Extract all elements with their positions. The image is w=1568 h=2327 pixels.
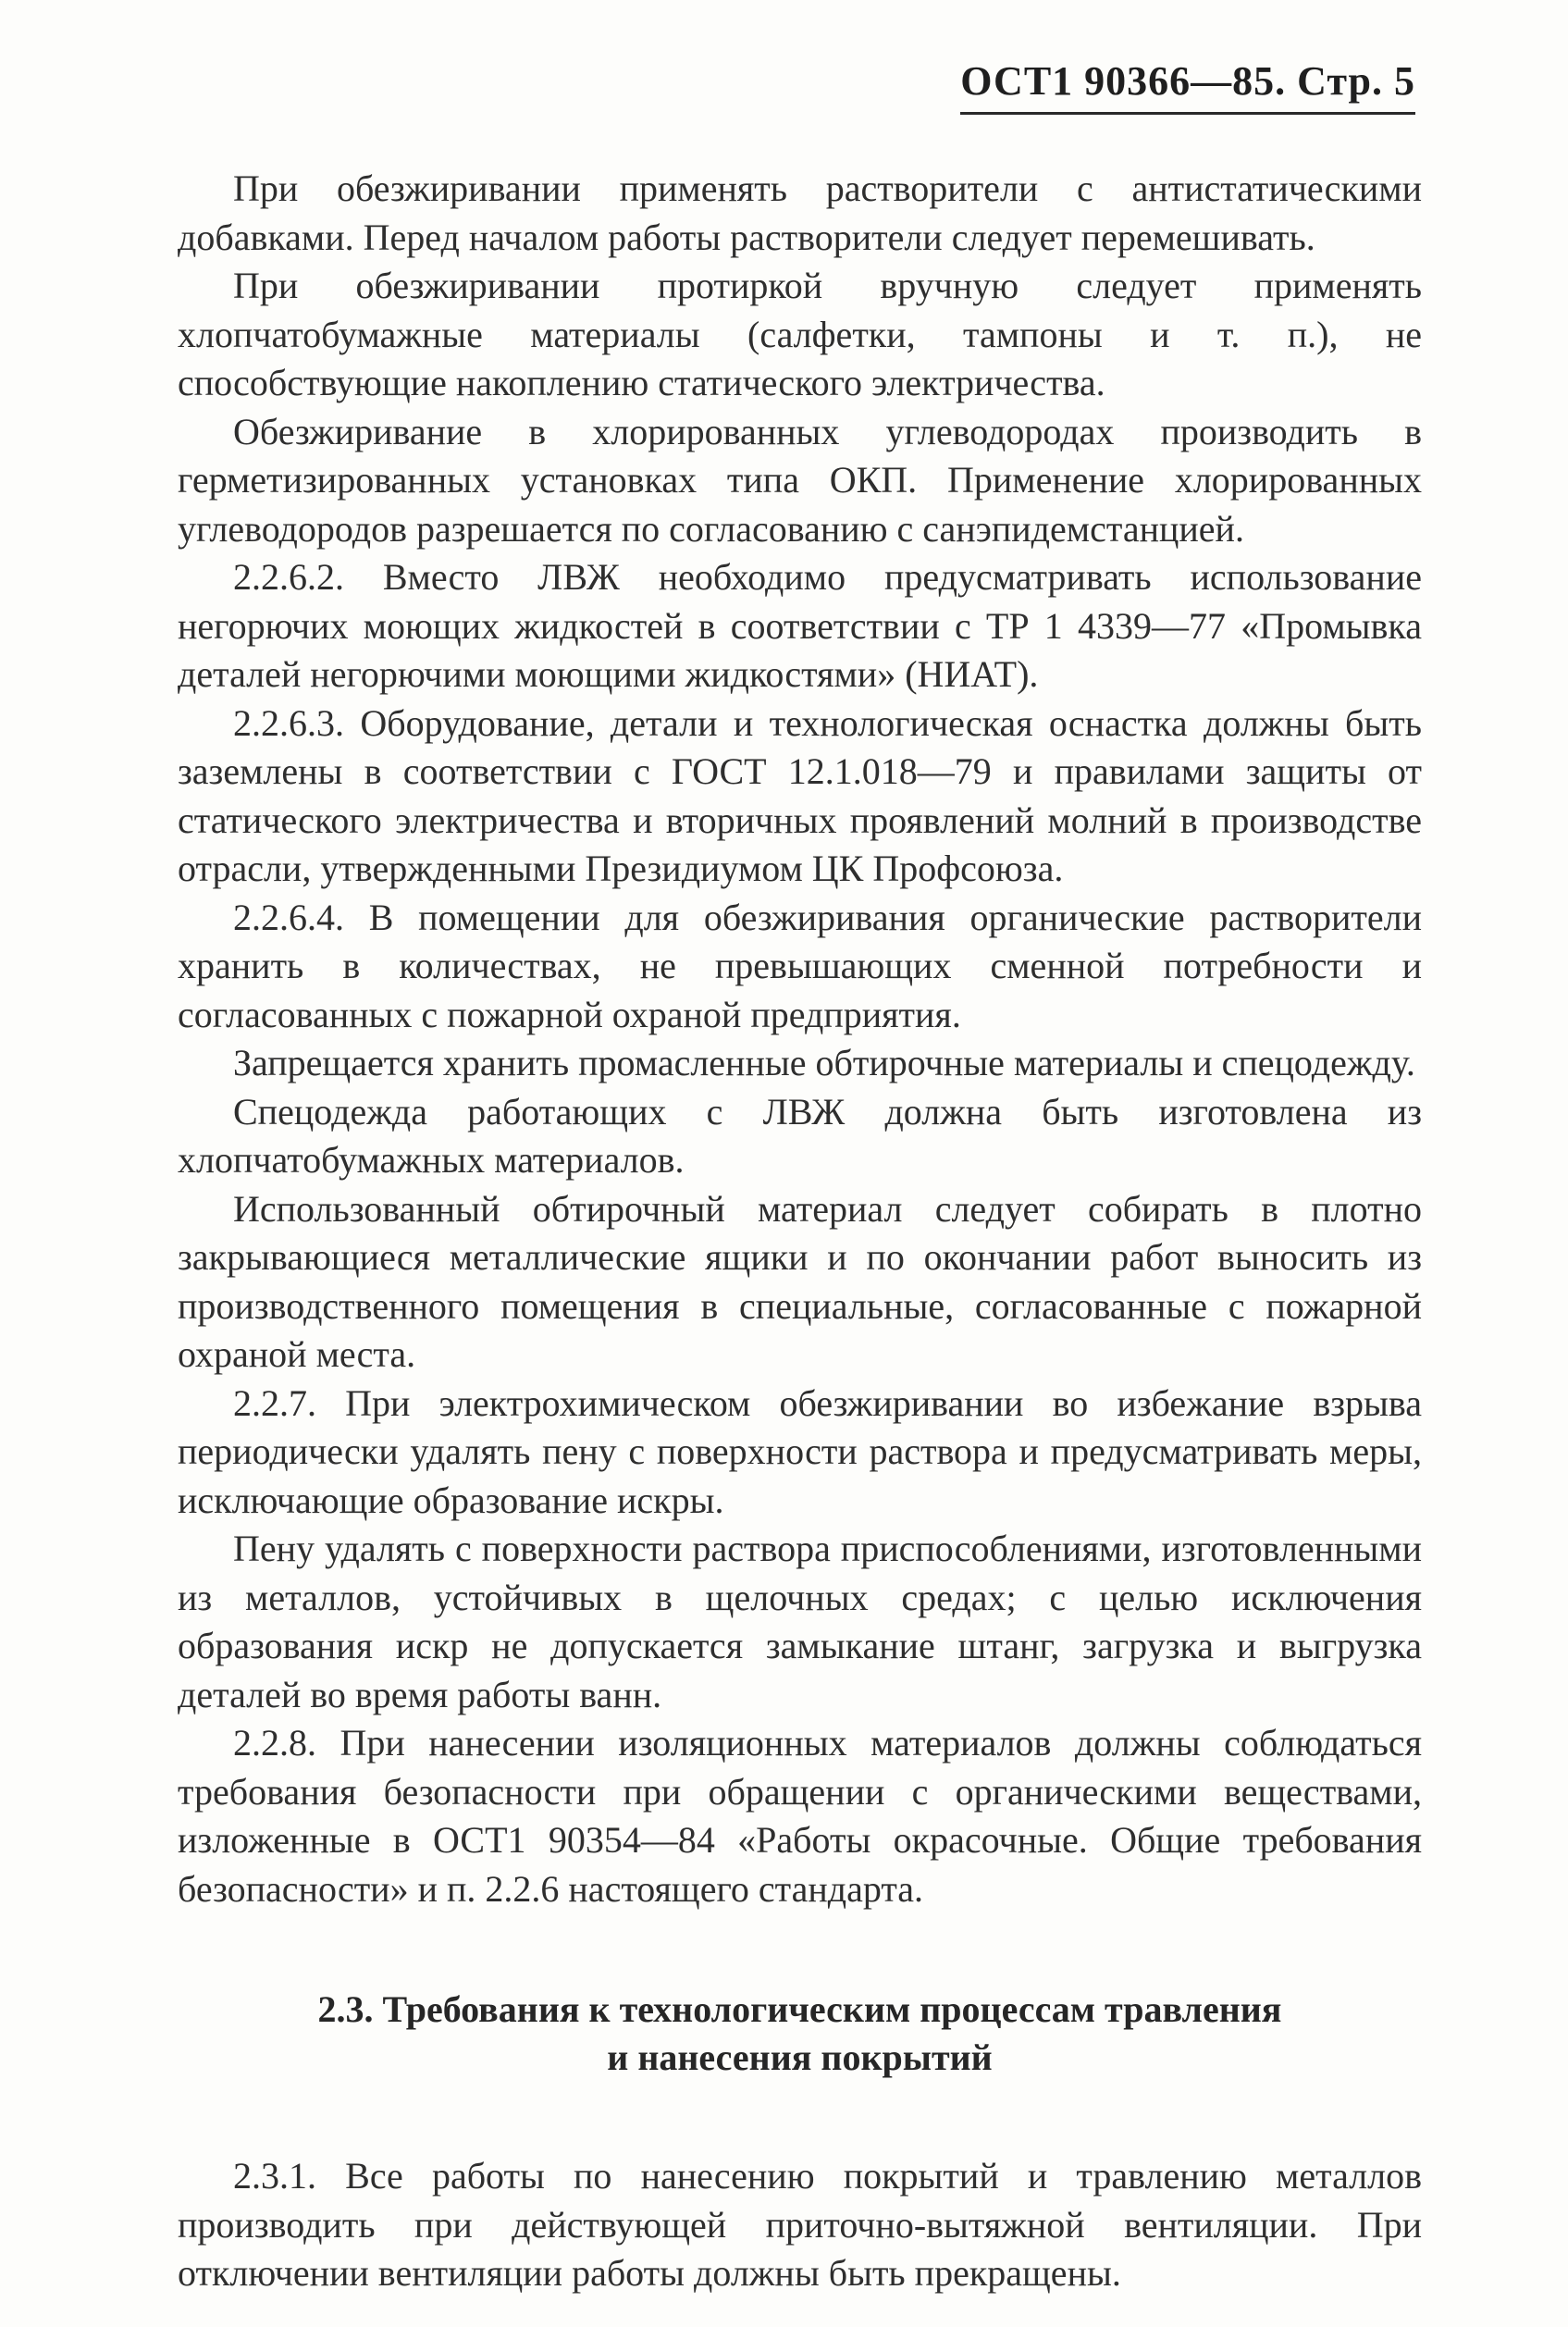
paragraph-2-2-6-2: 2.2.6.2. Вместо ЛВЖ необходимо предусматривать использование негорючих моющих жидкостей в соответствии с ТР 1 4339—77 «Промывка деталей негорючими моющими жидкостями» (НИАТ). [178,556,1422,695]
paragraph-2-2-6-3: 2.2.6.3. Оборудование, детали и технологическая оснастка должны быть заземлены в соответствии с ГОСТ 12.1.018—79 и правилами защиты от статического электричества и вторичных проявлений молний в производстве отрасли, утвержденными Президиумом ЦК Профсоюза. [178,701,1422,889]
section-heading-2-3 [178,1986,1422,2082]
paragraph-chlorinated-hydrocarbons: Обезжиривание в хлорированных углеводородах производить в герметизированных установках типа ОКП. Применение хлорированных углеводородов разрешается по согласованию с санэпидемстанцией. [178,410,1422,550]
paragraph-manual-wiping: При обезжиривании протиркой вручную следует применять хлопчатобумажные материалы (салфетки, тампоны и т. п.), не способствующие накоплению статического электричества. [178,265,1422,403]
paragraph-2-2-6-4: 2.2.6.4. В помещении для обезжиривания органические растворители хранить в количествах, не превышающих сменной потребности и согласованных с пожарной охраной предприятия. [178,896,1422,1035]
standard-page-number: ОСТ1 90366—85. Стр. 5 [960,57,1415,115]
paragraph-2-2-8: 2.2.8. При нанесении изоляционных материалов должны соблюдаться требования безопасности при обращении с органическими веществами, изложенные в ОСТ1 90354—84 «Работы окрасочные. Общие требования безопасности» и п. 2.2.6 настоящего стандарта. [178,1722,1422,1910]
document-body [178,165,1422,2298]
paragraph-oily-materials: Запрещается хранить промасленные обтирочные материалы и спецодежду. [233,1042,1415,1083]
section-heading-line-1: 2.3. Требования к технологическим процессам травления [317,1988,1282,2030]
section-heading-line-2: и нанесения покрытий [607,2036,993,2078]
paragraph-used-wiping-material: Использованный обтирочный материал следует собирать в плотно закрывающиеся металлические ящики и по окончании работ выносить из производственного помещения в специальные, согласованные с пожарной охраной места. [178,1187,1422,1375]
paragraph-2-2-7: 2.2.7. При электрохимическом обезжиривании во избежание взрыва периодически удалять пену с поверхности раствора и предусматривать меры, исключающие образование искры. [178,1381,1422,1521]
paragraph-foam-removal: Пену удалять с поверхности раствора приспособлениями, изготовленными из металлов, устойчивых в щелочных средах; с целью исключения образования искр не допускается замыкание штанг, загрузка и выгрузка деталей во время работы ванн. [178,1528,1422,1715]
page-header [167,57,1415,115]
paragraph-workwear: Спецодежда работающих с ЛВЖ должна быть изготовлена из хлопчатобумажных материалов. [178,1090,1422,1181]
paragraph-antistatic-solvents: При обезжиривании применять растворители с антистатическими добавками. Перед началом работы растворители следует перемешивать. [178,167,1422,258]
paragraph-2-3-1: 2.3.1. Все работы по нанесению покрытий и травлению металлов производить при действующей приточно-вытяжной вентиляции. При отключении вентиляции работы должны быть прекращены. [178,2155,1422,2294]
